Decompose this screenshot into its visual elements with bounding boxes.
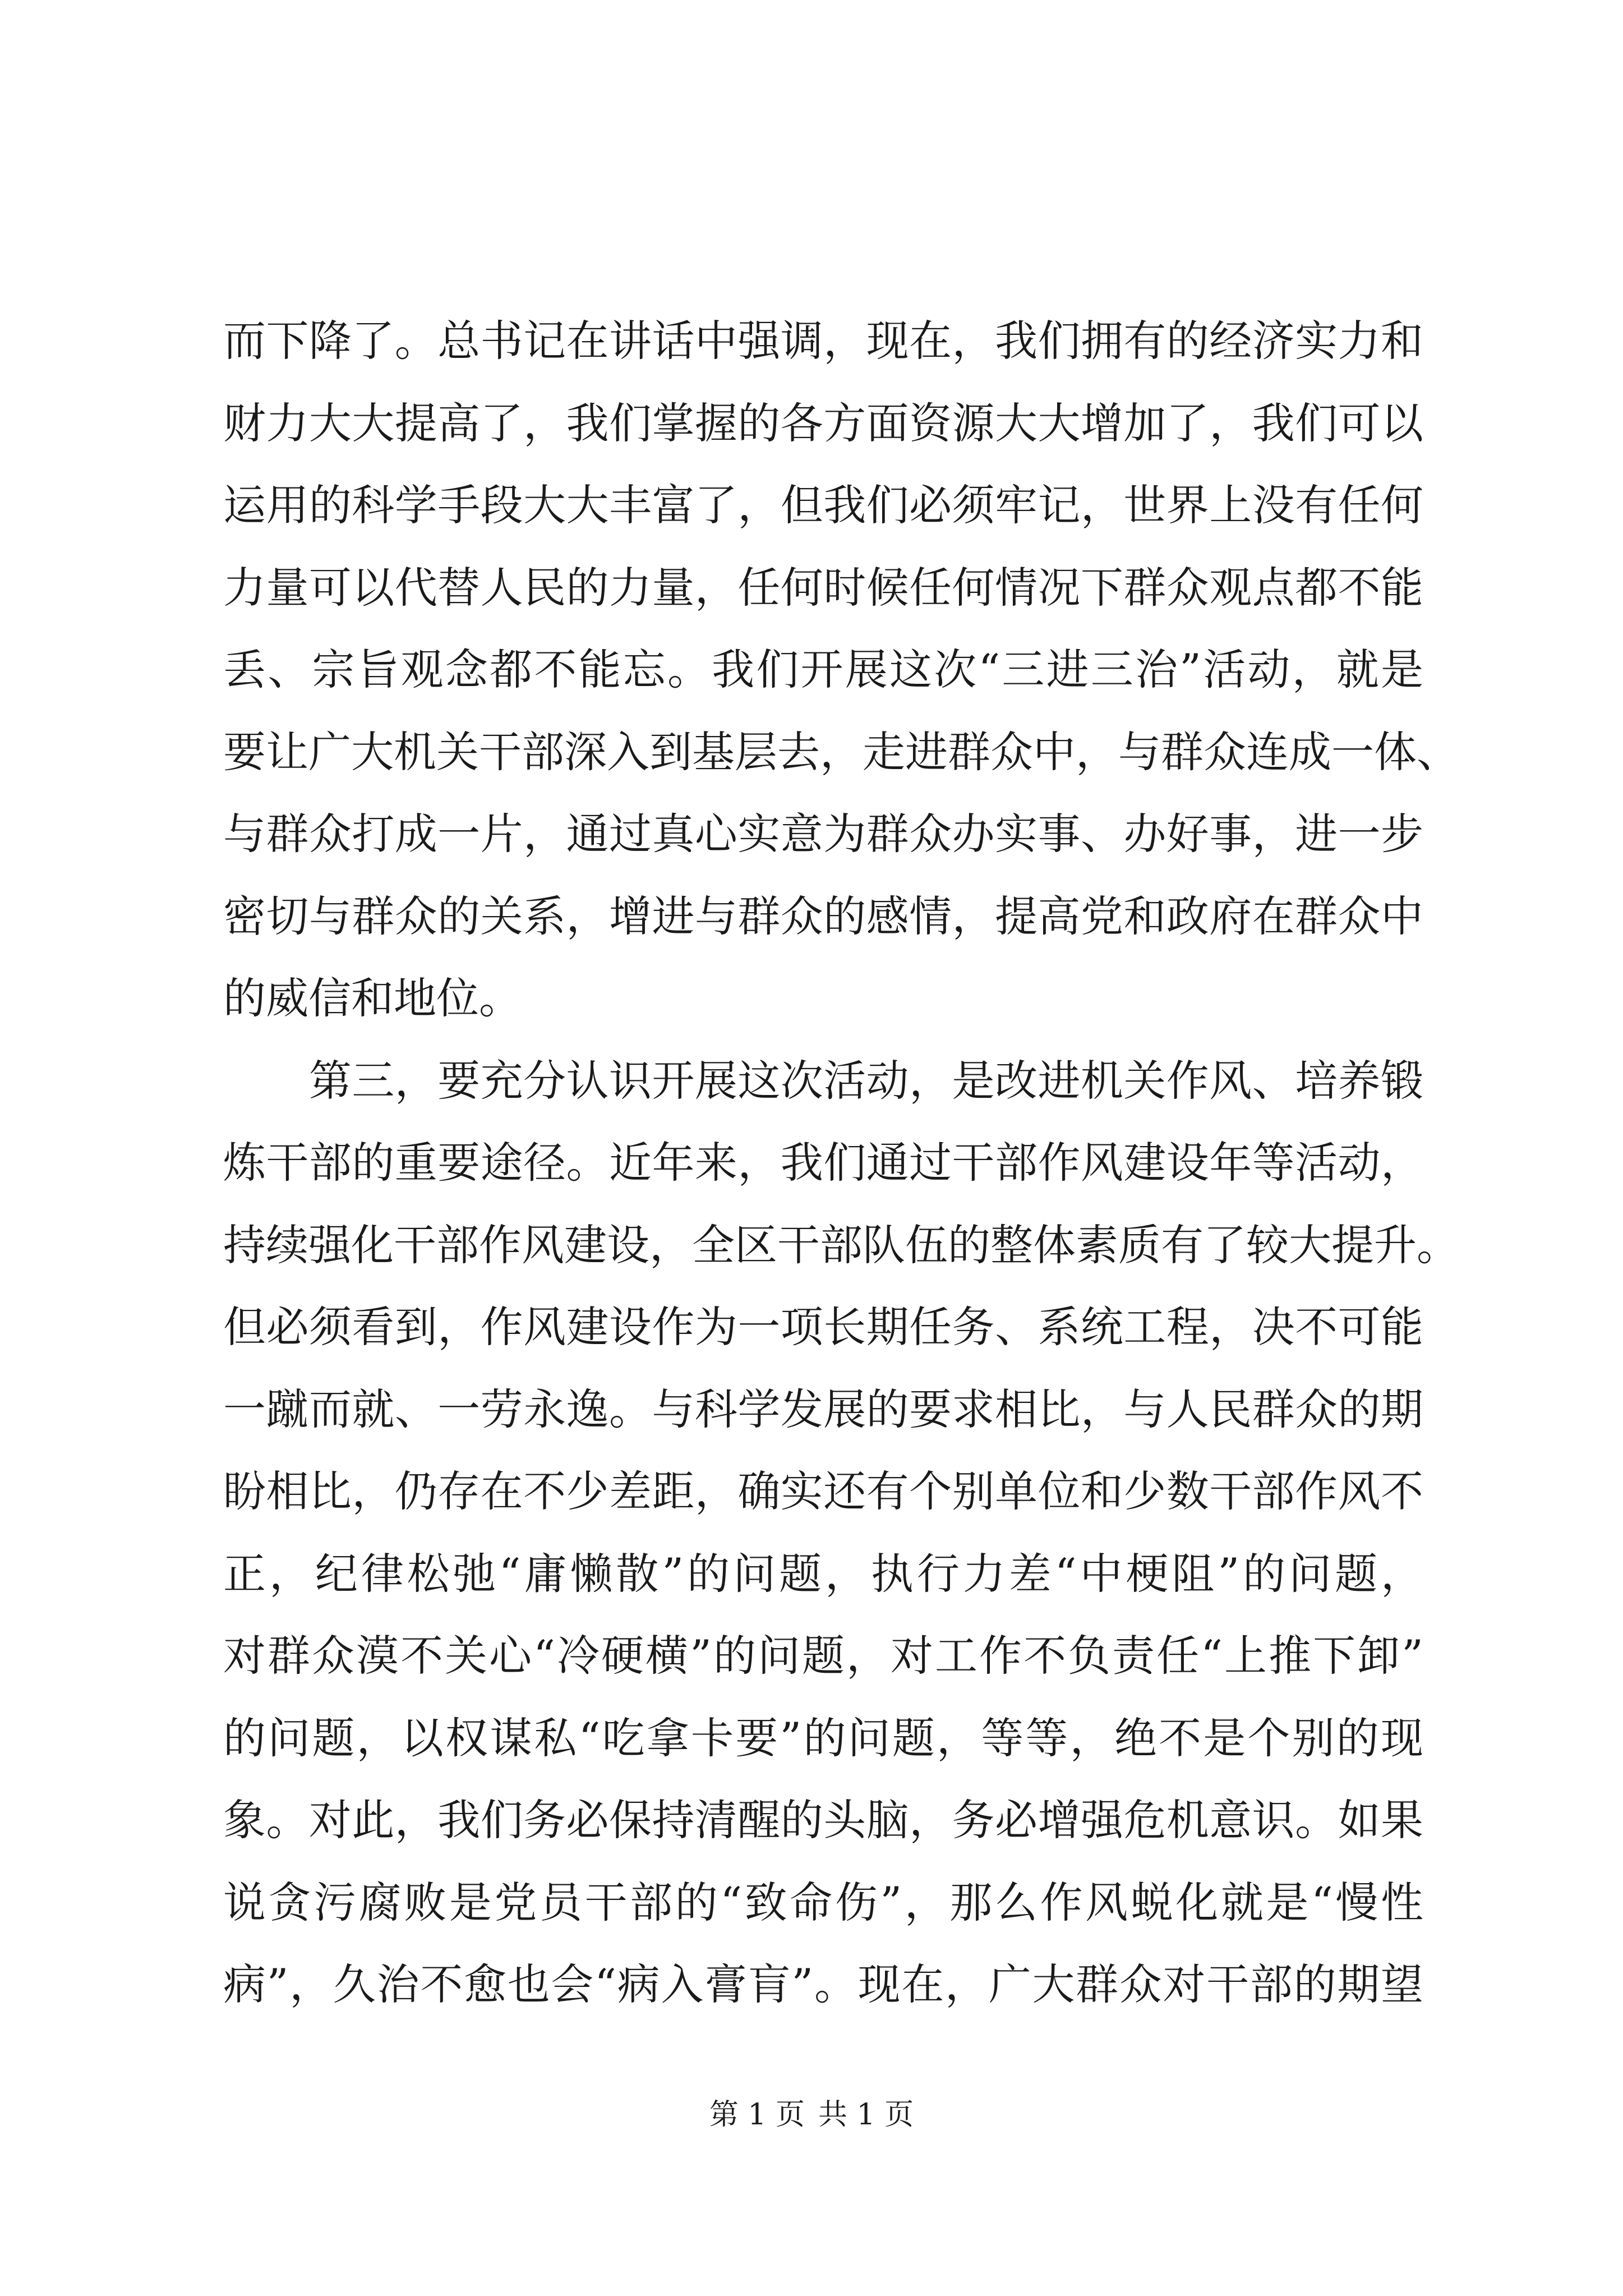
text-line: 而下降了。总书记在讲话中强调，现在，我们拥有的经济实力和 — [223, 316, 1423, 366]
text-line: 持续强化干部作风建设，全区干部队伍的整体素质有了较大提升。 — [223, 1220, 1459, 1270]
text-line: 但必须看到，作风建设作为一项长期任务、系统工程，决不可能 — [223, 1302, 1423, 1352]
text-line: 与群众打成一片，通过真心实意为群众办实事、办好事，进一步 — [223, 809, 1423, 859]
text-line: 象。对此，我们务必保持清醒的头脑，务必增强危机意识。如果 — [223, 1795, 1423, 1845]
text-line: 要让广大机关干部深入到基层去，走进群众中，与群众连成一体、 — [223, 726, 1459, 777]
page-number: 第 1 页 — [709, 2098, 805, 2132]
page-footer — [0, 2095, 1623, 2134]
text-line: 盼相比，仍存在不少差距，确实还有个别单位和少数干部作风不 — [223, 1466, 1423, 1516]
text-line: 财力大大提高了，我们掌握的各方面资源大大增加了，我们可以 — [223, 398, 1423, 448]
text-line: 病”，久治不愈也会“病入膏肓”。现在，广大群众对干部的期望 — [223, 1959, 1423, 2009]
text-line: 一蹴而就、一劳永逸。与科学发展的要求相比，与人民群众的期 — [223, 1384, 1423, 1434]
text-line: 第三，要充分认识开展这次活动，是改进机关作风、培养锻 — [223, 1055, 1423, 1106]
text-line: 密切与群众的关系，增进与群众的感情，提高党和政府在群众中 — [223, 891, 1423, 941]
text-line: 运用的科学手段大大丰富了，但我们必须牢记，世界上没有任何 — [223, 480, 1423, 530]
text-line: 正，纪律松弛“庸懒散”的问题，执行力差“中梗阻”的问题， — [223, 1548, 1423, 1599]
text-line: 说贪污腐败是党员干部的“致命伤”，那么作风蜕化就是“慢性 — [223, 1877, 1423, 1927]
page-total: 共 1 页 — [818, 2098, 914, 2132]
text-line: 力量可以代替人民的力量，任何时候任何情况下群众观点都不能 — [223, 562, 1423, 613]
text-line: 的问题，以权谋私“吃拿卡要”的问题，等等，绝不是个别的现 — [223, 1713, 1423, 1763]
text-line: 丢、宗旨观念都不能忘。我们开展这次“三进三治”活动，就是 — [223, 645, 1423, 694]
document-body — [223, 300, 1459, 2026]
text-line: 的威信和地位。 — [223, 973, 522, 1023]
text-line: 炼干部的重要途径。近年来，我们通过干部作风建设年等活动， — [223, 1138, 1423, 1188]
text-line: 对群众漠不关心“冷硬横”的问题，对工作不负责任“上推下卸” — [223, 1631, 1423, 1681]
